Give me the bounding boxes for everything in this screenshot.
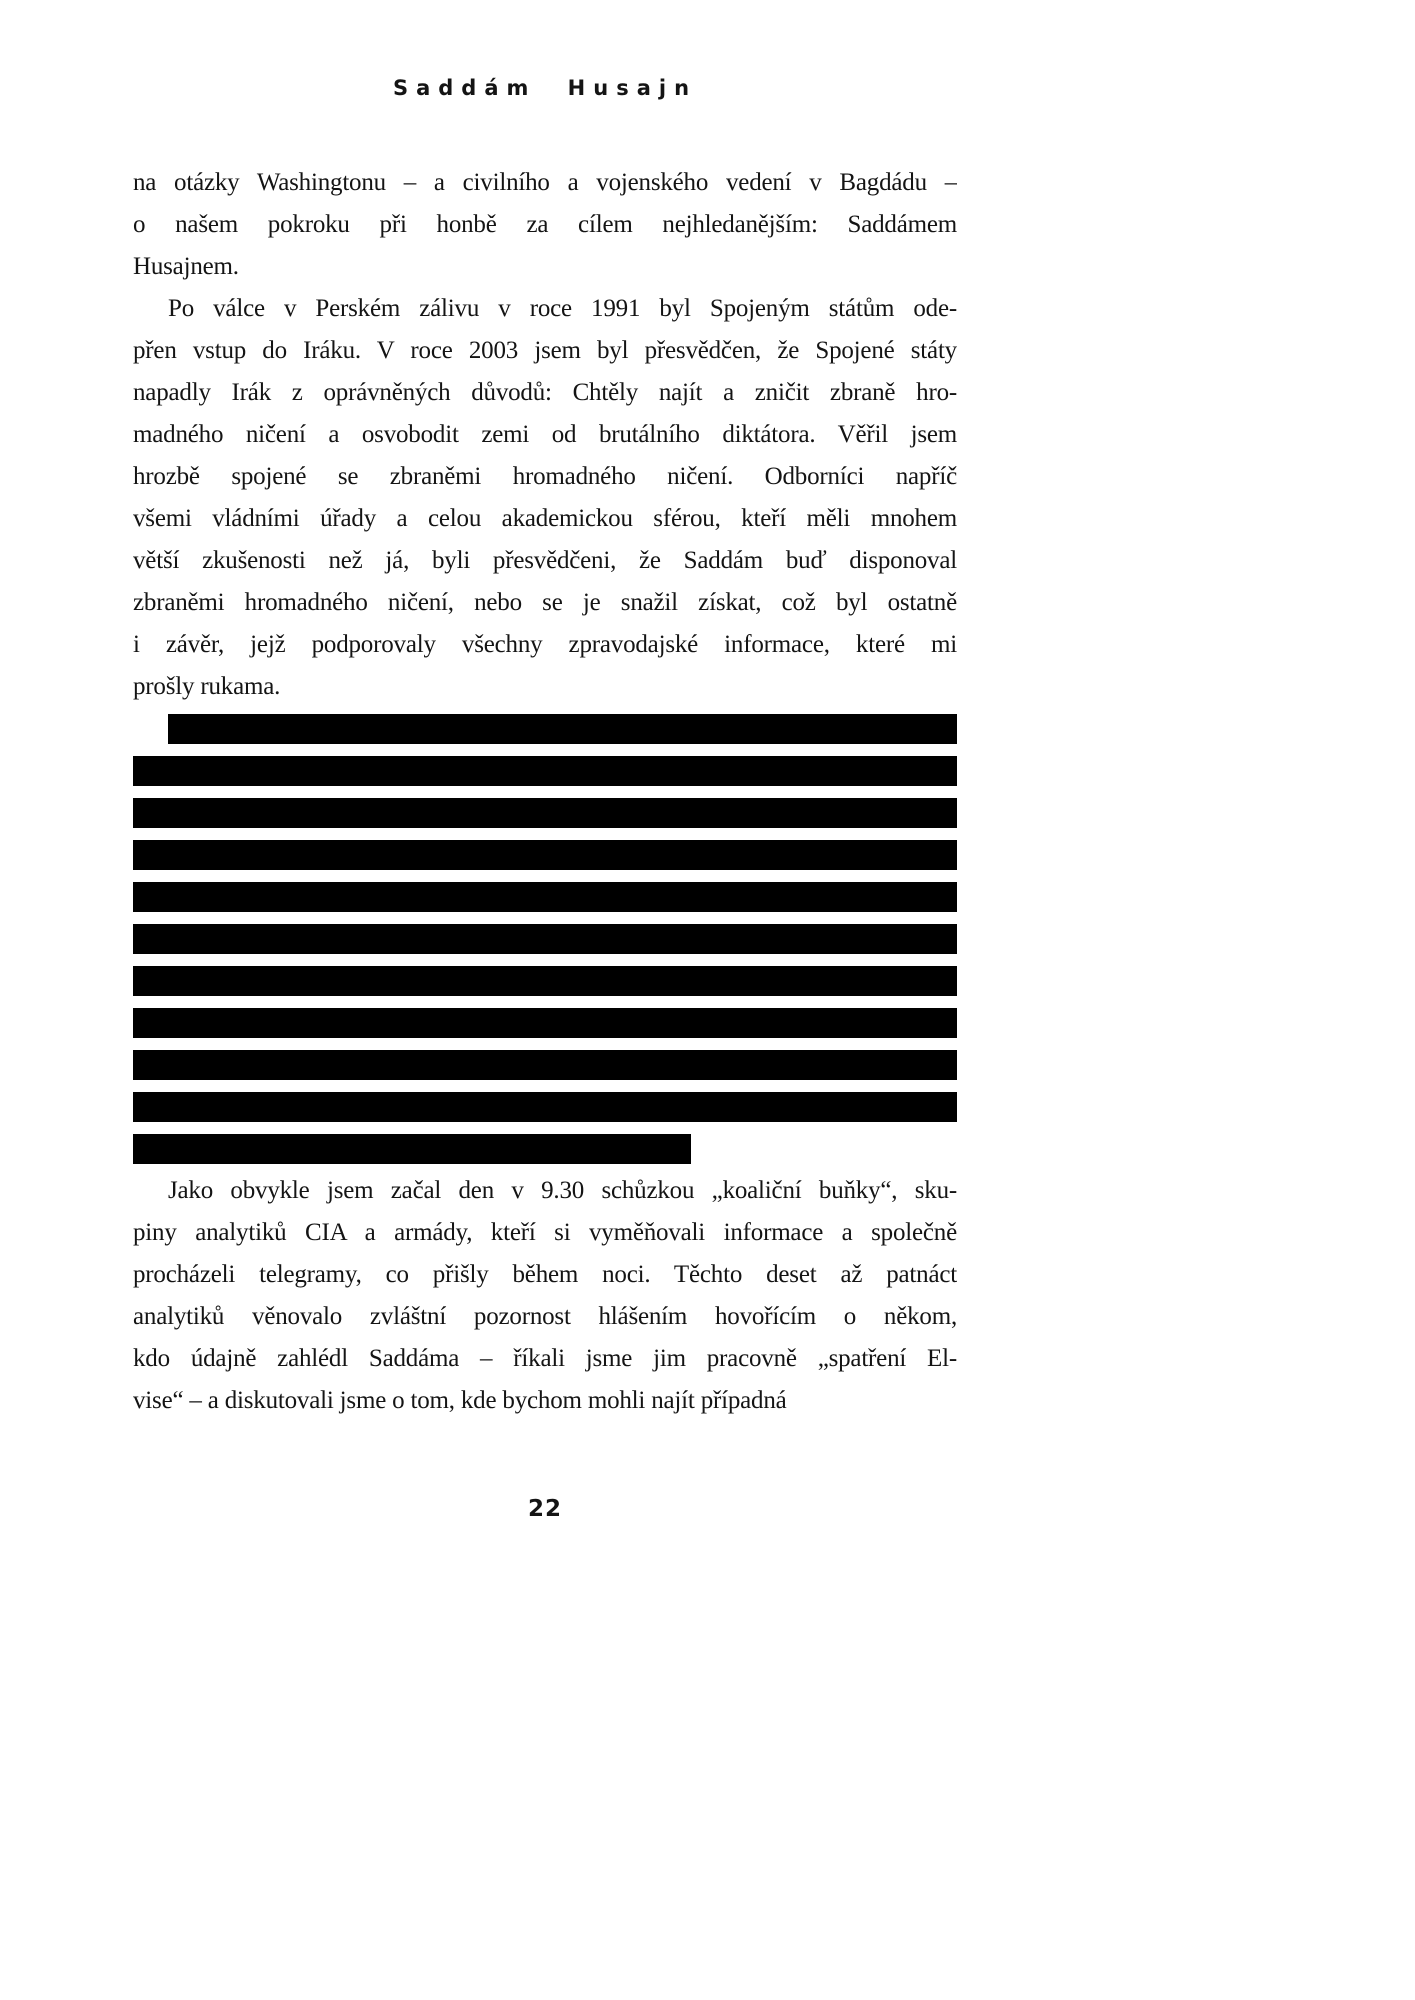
text-line: procházeli telegramy, co přišly během noci. Těchto deset až patnáct <box>133 1261 957 1288</box>
text-line: madného ničení a osvobodit zemi od brutálního diktátora. Věřil jsem <box>133 421 957 448</box>
text-line: Husajnem. <box>133 253 239 280</box>
redaction-line <box>133 876 957 918</box>
paragraph <box>133 162 957 288</box>
redaction-line <box>133 1002 957 1044</box>
text-line: na otázky Washingtonu – a civilního a vojenského vedení v Bagdádu – <box>133 169 957 196</box>
page-number: 22 <box>527 1496 562 1522</box>
redaction-line <box>133 750 957 792</box>
text-line: větší zkušenosti než já, byli přesvědčeni, že Saddám buď disponoval <box>133 547 957 574</box>
redacted-block <box>133 708 957 1170</box>
text-line: všemi vládními úřady a celou akademickou sférou, kteří měli mnohem <box>133 505 957 532</box>
redaction-line <box>133 1086 957 1128</box>
text-line: piny analytiků CIA a armády, kteří si vyměňovali informace a společně <box>133 1219 957 1246</box>
redaction-bar <box>133 924 957 954</box>
redaction-bar <box>133 798 957 828</box>
text-line: přen vstup do Iráku. V roce 2003 jsem byl přesvědčen, že Spojené státy <box>133 337 957 364</box>
paragraph <box>133 288 957 708</box>
text-line: o našem pokroku při honbě za cílem nejhledanějším: Saddámem <box>133 211 957 238</box>
redaction-line <box>133 1128 957 1170</box>
text-line: hrozbě spojené se zbraněmi hromadného ničení. Odborníci napříč <box>133 463 957 490</box>
redaction-bar <box>133 840 957 870</box>
text-line: Jako obvykle jsem začal den v 9.30 schůzkou „koaliční buňky“, sku- <box>168 1177 957 1204</box>
redaction-line <box>133 792 957 834</box>
redaction-bar <box>133 1050 957 1080</box>
text-line: napadly Irák z oprávněných důvodů: Chtěly najít a zničit zbraně hro- <box>133 379 957 406</box>
redaction-bar <box>168 714 957 744</box>
text-line: vise“ – a diskutovali jsme o tom, kde bychom mohli najít případná <box>133 1387 787 1414</box>
text-line: Po válce v Perském zálivu v roce 1991 byl Spojeným státům ode- <box>168 295 957 322</box>
redaction-bar <box>133 1092 957 1122</box>
text-line: zbraněmi hromadného ničení, nebo se je snažil získat, což byl ostatně <box>133 589 957 616</box>
redaction-bar <box>133 756 957 786</box>
text-line: kdo údajně zahlédl Saddáma – říkali jsme jim pracovně „spatření El- <box>133 1345 957 1372</box>
paragraph <box>133 1170 957 1422</box>
redaction-line <box>133 1044 957 1086</box>
text-line: i závěr, jejž podporovaly všechny zpravodajské informace, které mi <box>133 631 957 658</box>
redaction-bar <box>133 1134 691 1164</box>
text-line: analytiků věnovalo zvláštní pozornost hlášením hovořícím o někom, <box>133 1303 957 1330</box>
redaction-bar <box>133 1008 957 1038</box>
body-text <box>133 162 957 1422</box>
redaction-line <box>133 918 957 960</box>
redaction-line <box>133 834 957 876</box>
running-header: Saddám Husajn <box>392 76 698 100</box>
redaction-line <box>133 960 957 1002</box>
redaction-bar <box>133 966 957 996</box>
redaction-line <box>133 708 957 750</box>
text-line: prošly rukama. <box>133 673 281 700</box>
redaction-bar <box>133 882 957 912</box>
